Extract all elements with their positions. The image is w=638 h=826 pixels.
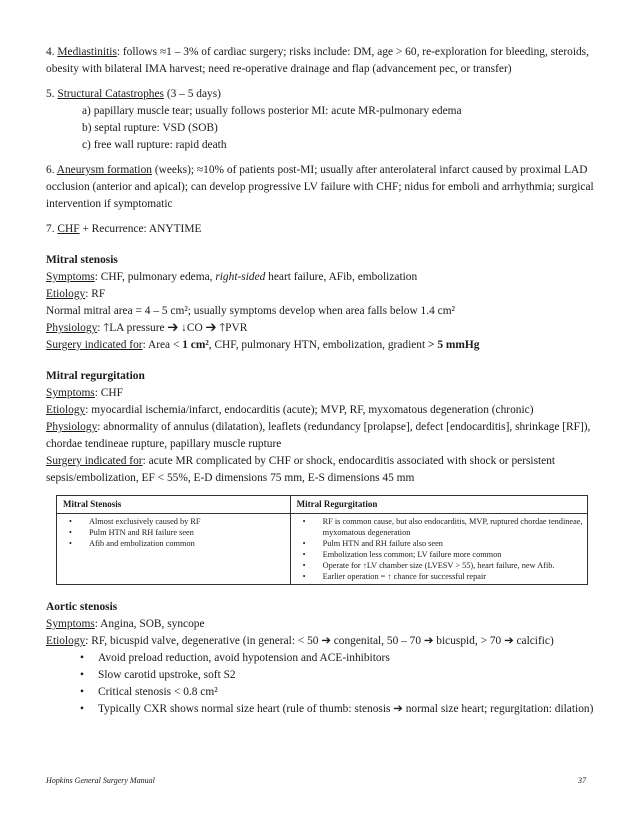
sub-item-free-wall: c) free wall rupture: rapid death: [82, 139, 227, 151]
heading-mitral-regurgitation: Mitral regurgitation: [46, 370, 145, 382]
term-structural-catastrophes: Structural Catastrophes: [57, 88, 164, 100]
term-mediastinitis: Mediastinitis: [57, 46, 117, 58]
list-item: • Pulm HTN and RH failure also seen: [313, 538, 583, 549]
sub-item-papillary: a) papillary muscle tear; usually follows posterior MI: acute MR-pulmonary edema: [82, 105, 462, 117]
page-number: 37: [578, 776, 586, 785]
list-item: • Embolization less common; LV failure more common: [313, 549, 583, 560]
sub-item-septal: b) septal rupture: VSD (SOB): [82, 122, 218, 134]
footer-title: Hopkins General Surgery Manual: [46, 776, 155, 785]
as-bullet-list: [46, 650, 598, 718]
as-etiology: Etiology: RF, bicuspid valve, degenerative (in general: < 50 ➔ congenital, 50 – 70 ➔ bicuspid, > 70 ➔ calcific): [46, 635, 554, 647]
table-cell-stenosis: [57, 514, 291, 585]
table-header-mitral-regurgitation: Mitral Regurgitation: [290, 496, 587, 514]
table-cell-regurgitation: [290, 514, 587, 585]
table-row: [57, 514, 588, 585]
mr-physiology: Physiology: abnormality of annulus (dilatation), leaflets (redundancy [prolapse], defect [endocarditis], shrinkage [RF]), chordae tendineae rupture, papillary muscle rupture: [46, 421, 591, 450]
list-item: • Operate for ↑LV chamber size (LVESV > 55), heart failure, new Afib.: [313, 560, 583, 571]
comparison-table: [56, 495, 588, 585]
item-structural-catastrophes: 5. Structural Catastrophes (3 – 5 days): [46, 88, 221, 100]
heading-mitral-stenosis: Mitral stenosis: [46, 254, 118, 266]
list-item: • Pulm HTN and RH failure seen: [79, 527, 286, 538]
mr-symptoms: Symptoms: CHF: [46, 387, 123, 399]
page-footer: [46, 776, 586, 785]
mr-surgery: Surgery indicated for: acute MR complicated by CHF or shock, endocarditis associated with shock or persistent sepsis/embolization, EF < 55%, E-D dimensions 75 mm, E-S dimensions 45 mm: [46, 455, 556, 484]
ms-symptoms: Symptoms: CHF, pulmonary edema, right-sided heart failure, AFib, embolization: [46, 271, 418, 283]
list-item: • Critical stenosis < 0.8 cm²: [80, 684, 598, 701]
list-item: • Afib and embolization common: [79, 538, 286, 549]
item-mediastinitis: 4. Mediastinitis: follows ≈1 – 3% of cardiac surgery; risks include: DM, age > 60, re-exploration for bleeding, steroids, obesity with bilateral IMA harvest; need re-operative drainage and flap (advancement pec, or transfer): [46, 46, 589, 75]
list-item: • Typically CXR shows normal size heart (rule of thumb: stenosis ➔ normal size heart; regurgitation: dilation): [80, 701, 598, 718]
table-header-row: [57, 496, 588, 514]
term-aneurysm: Aneurysm formation: [56, 164, 152, 176]
mr-etiology: Etiology: myocardial ischemia/infarct, endocarditis (acute); MVP, RF, myxomatous degeneration (chronic): [46, 404, 534, 416]
list-item: • Avoid preload reduction, avoid hypotension and ACE-inhibitors: [80, 650, 598, 667]
item-aneurysm: 6. Aneurysm formation (weeks); ≈10% of patients post-MI; usually after anterolateral infarct caused by proximal LAD occlusion (anterior and apical); can develop progressive LV failure with CHF; nidus for emboli and arrhythmia; surgical intervention if symptomatic: [46, 164, 594, 210]
item-chf: 7. CHF + Recurrence: ANYTIME: [46, 223, 202, 235]
ms-surgery: Surgery indicated for: Area < 1 cm², CHF, pulmonary HTN, embolization, gradient > 5 mmHg: [46, 339, 480, 351]
as-symptoms: Symptoms: Angina, SOB, syncope: [46, 618, 205, 630]
ms-normal-area: Normal mitral area = 4 – 5 cm²; usually symptoms develop when area falls below 1.4 cm²: [46, 305, 455, 317]
term-chf: CHF: [57, 223, 80, 235]
table-header-mitral-stenosis: Mitral Stenosis: [57, 496, 291, 514]
heading-aortic-stenosis: Aortic stenosis: [46, 601, 118, 613]
list-item: • Earlier operation = ↑ chance for successful repair: [313, 571, 583, 582]
list-item: • RF is common cause, but also endocarditis, MVP, ruptured chordae tendineae, myxomatous degeneration: [313, 516, 583, 538]
ms-physiology: Physiology: 🡑LA pressure ➔ ↓CO ➔ 🡑PVR: [46, 322, 248, 334]
document-page: [46, 44, 598, 718]
list-item: • Slow carotid upstroke, soft S2: [80, 667, 598, 684]
ms-etiology: Etiology: RF: [46, 288, 106, 300]
list-item: • Almost exclusively caused by RF: [79, 516, 286, 527]
